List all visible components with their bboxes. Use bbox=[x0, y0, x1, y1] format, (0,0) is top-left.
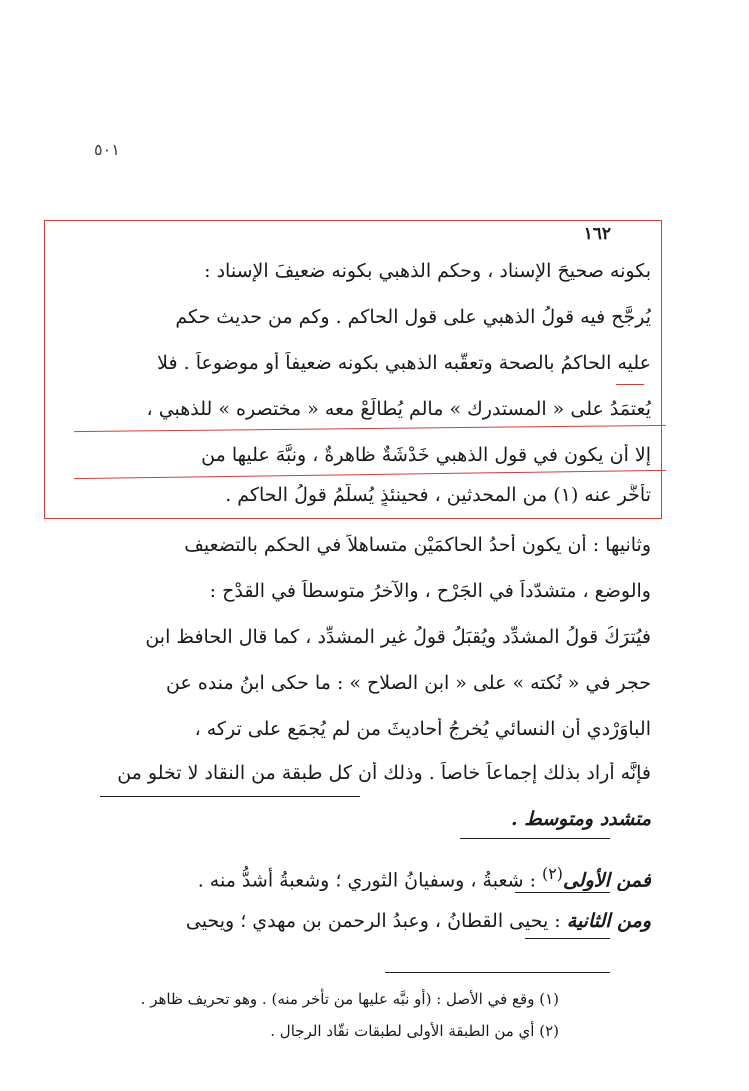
top-page-mark: ٥٠١ bbox=[94, 140, 120, 159]
first-rank-line bbox=[80, 864, 651, 891]
boxed-line: عليه الحاكمُ بالصحة وتعقَّبه الذهبي بكونه ضعيفاً أو موضوعاً . فلا bbox=[157, 352, 651, 374]
first-rank-text: : شعبةُ ، وسفيانُ الثوري ؛ وشعبةُ أشدُّ منه . bbox=[197, 869, 536, 892]
second-rank-label: ومن الثانية bbox=[566, 910, 651, 932]
handwritten-underline bbox=[525, 938, 610, 939]
body-line: والوضع ، متشدّداً في الجَرْح ، والآخرُ متوسطاً في القدْح : bbox=[209, 580, 651, 602]
footnote: (١) وقع في الأصل : (أو نبَّه عليها من تأخر منه) . وهو تحريف ظاهر . bbox=[140, 990, 559, 1008]
handwritten-underline bbox=[515, 892, 610, 893]
boxed-line: يُعتمَدُ على « المستدرك » مالم يُطالَعْ معه « مختصره » للذهبي ، bbox=[146, 398, 651, 420]
boxed-line: تأخَّر عنه (١) من المحدثين ، فحينئذٍ يُسلَّمُ قولُ الحاكم . bbox=[225, 484, 651, 506]
handwritten-underline bbox=[100, 796, 360, 797]
handwritten-underline bbox=[460, 838, 610, 839]
body-line: فيُترَكُ قولُ المشدِّد ويُقبَلُ قولُ غير المشدِّد ، كما قال الحافظ ابن bbox=[145, 626, 651, 648]
footnote: (٢) أي من الطبقة الأولى لطبقات نقّاد الرجال . bbox=[270, 1022, 559, 1040]
second-rank-line bbox=[80, 910, 651, 932]
boxed-line: إلا أن يكون في قول الذهبي خَدْشَةٌ ظاهرةٌ ، ونبَّهَ عليها من bbox=[201, 444, 651, 466]
second-rank-text: : يحيى القطانُ ، وعبدُ الرحمن بن مهدي ؛ ويحيى bbox=[185, 910, 561, 932]
first-rank-label: فمن الأولى bbox=[562, 869, 651, 892]
footnote-separator bbox=[385, 972, 610, 973]
body-line: وثانيها : أن يكون أحدُ الحاكمَيْن متساهلاً في الحكم بالتضعيف bbox=[184, 534, 651, 556]
boxed-line: بكونه صحيحَ الإسناد ، وحكم الذهبي بكونه ضعيفَ الإسناد : bbox=[204, 260, 651, 282]
body-line: الباوَرْدي أن النسائي يُخرِجُ أحاديثَ من لم يُجمَع على تركه ، bbox=[194, 718, 651, 740]
body-line: فإنَّه أراد بذلك إجماعاً خاصاً . وذلك أن كل طبقة من النقاد لا تخلو من bbox=[117, 762, 651, 784]
red-underline bbox=[616, 384, 644, 385]
page-number: ١٦٢ bbox=[583, 224, 611, 244]
footnote-ref: (٢) bbox=[542, 864, 563, 883]
boxed-line: يُرجَّح فيه قولُ الذهبي على قول الحاكم . وكم من حديث حكم bbox=[175, 306, 651, 328]
body-line: حجر في « نُكته » على « ابن الصلاح » : ما حكى ابنُ منده عن bbox=[166, 672, 651, 694]
body-line: متشدد ومتوسط . bbox=[511, 808, 651, 830]
